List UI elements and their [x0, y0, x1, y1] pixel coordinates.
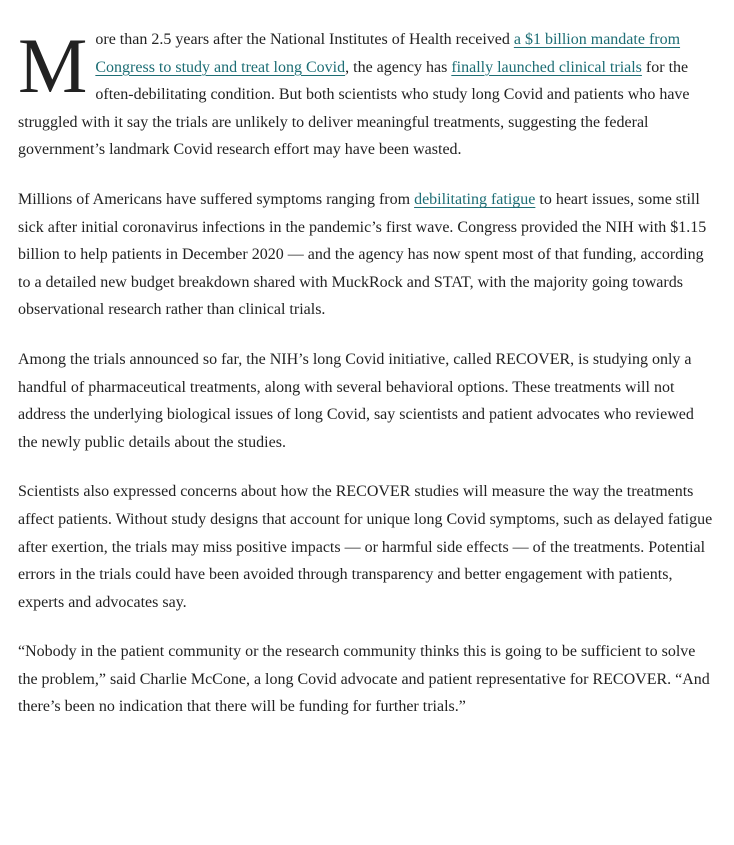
- link-clinical-trials[interactable]: finally launched clinical trials: [451, 58, 642, 76]
- paragraph-2-text-2: to heart issues, some still sick after initial coronavirus infections in the pandemic’s first wave. Congress provided the NIH with $1.15 billion to help patients in December 2020 — and the agency has now spent most of that funding, according to a detailed new budget breakdown shared with MuckRock and STAT, with the majority going towards observational research rather than clinical trials.: [18, 190, 707, 319]
- paragraph-1-text-1: ore than 2.5 years after the National Institutes of Health received: [95, 31, 514, 48]
- drop-cap: M: [18, 22, 88, 109]
- paragraph-2-text-1: Millions of Americans have suffered symptoms ranging from: [18, 190, 415, 208]
- link-debilitating-fatigue[interactable]: debilitating fatigue: [414, 190, 536, 208]
- paragraph-1: [18, 22, 716, 164]
- paragraph-4: Scientists also expressed concerns about how the RECOVER studies will measure the way the treatments affect patients. Without study designs that account for unique long Covid symptoms, such as delayed fatigue after exertion, the trials may miss positive impacts — or harmful side effects — of the treatments. Potential errors in the trials could have been avoided through transparency and better engagement with patients, experts and advocates say.: [18, 483, 713, 611]
- paragraph-2: [18, 186, 716, 324]
- paragraph-3: Among the trials announced so far, the NIH’s long Covid initiative, called RECOVER, is studying only a handful of pharmaceutical treatments, along with several behavioral options. These treatments will not address the underlying biological issues of long Covid, say scientists and patient advocates who reviewed the newly public details about the studies.: [18, 350, 694, 451]
- paragraph-1-text-2: , the agency has: [345, 58, 452, 76]
- link-billion-mandate[interactable]: a $1 billion mandate from Congress to study and treat long Covid: [95, 31, 681, 76]
- paragraph-1-text-3: for the often-debilitating condition. But both scientists who study long Covid and patients who have struggled with it say the trials are unlikely to deliver meaningful treatments, suggesting the federal government’s landmark Covid research effort may have been wasted.: [18, 58, 690, 159]
- paragraph-5: “Nobody in the patient community or the research community thinks this is going to be sufficient to solve the problem,” said Charlie McCone, a long Covid advocate and patient representative for RECOVER. “And there’s been no indication that there will be funding for further trials.”: [18, 643, 710, 716]
